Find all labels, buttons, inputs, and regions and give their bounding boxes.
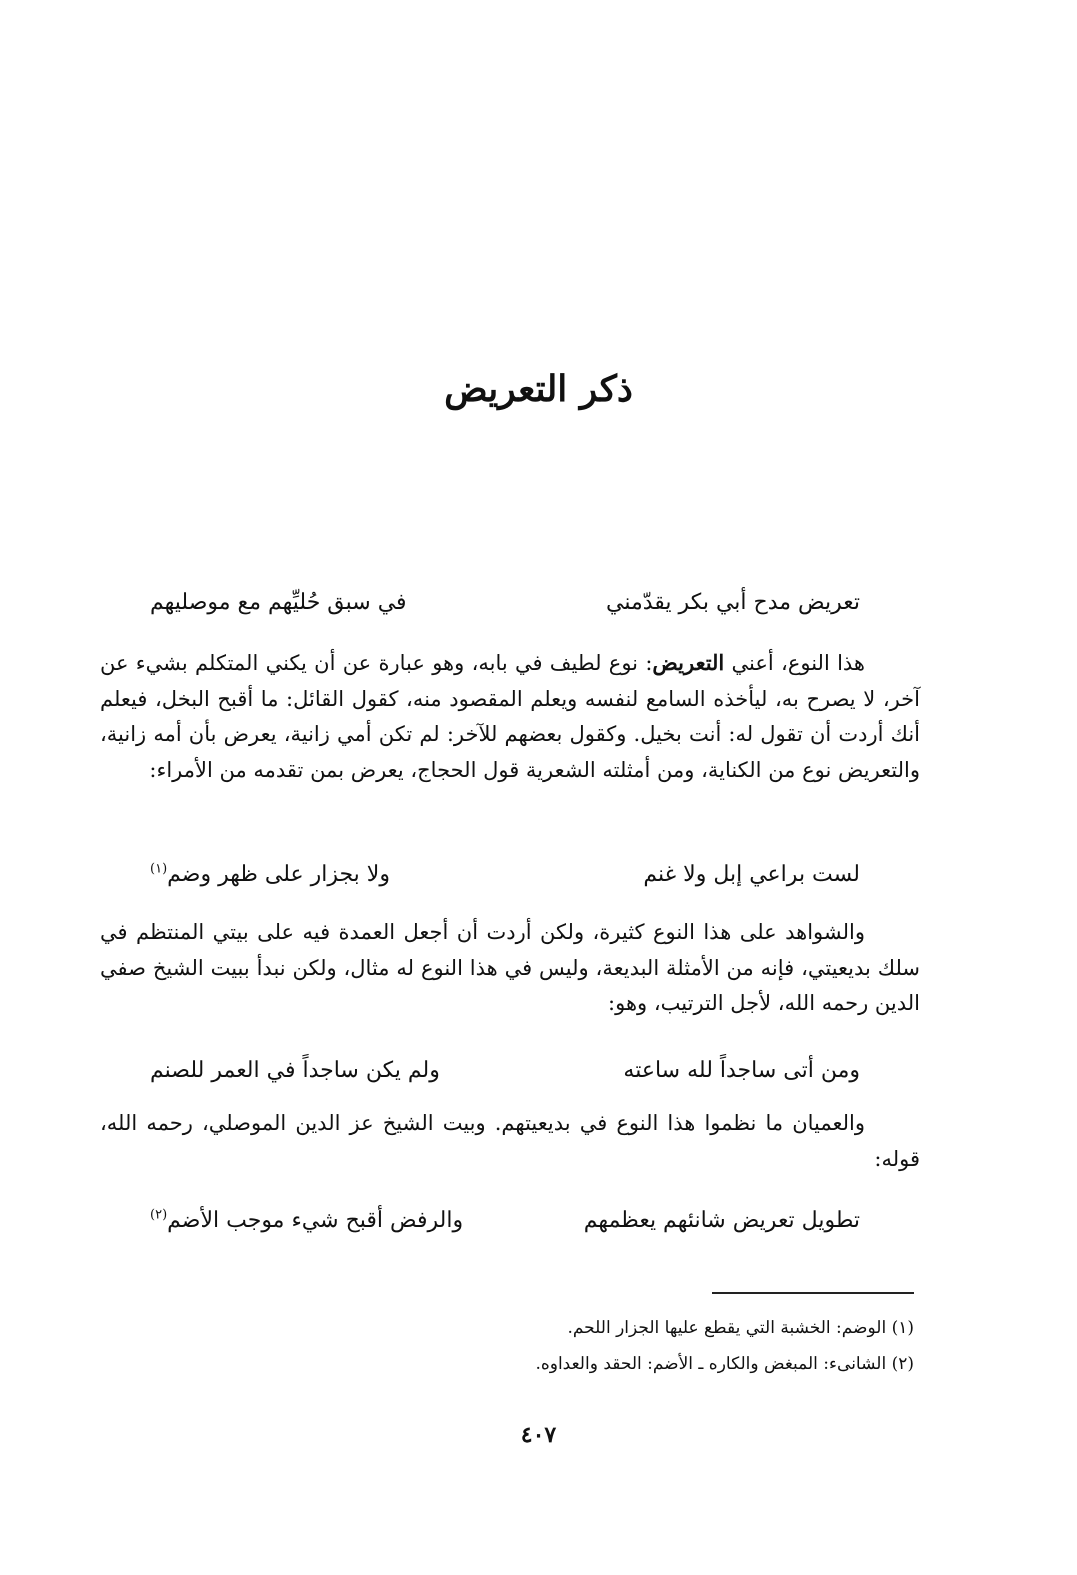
page-number: ٤٠٧ xyxy=(520,1422,557,1448)
verse-4-second-hemistich: والرفض أقبح شيء موجب الأضم xyxy=(167,1208,464,1233)
verse-4 xyxy=(150,1208,860,1248)
paragraph-2-text: والشواهد على هذا النوع كثيرة، ولكن أردت أن أجعل العمدة فيه على بيتي المنتظم في سلك بديعيتي، فإنه من الأمثلة البديعة، وليس في هذا النوع له مثال، ولكن نبدأ ببيت الشيخ صفي الدين رحمه الله، لأجل الترتيب، وهو: xyxy=(100,920,920,1015)
paragraph-3 xyxy=(100,1106,920,1177)
footnote-ref-2: (٢) xyxy=(150,1207,168,1223)
verse-2-second-hemistich: ولا بجزار على ظهر وضم xyxy=(167,862,390,887)
paragraph-1 xyxy=(100,645,920,788)
verse-3-first-hemistich: ومن أتى ساجداً لله ساعته xyxy=(623,1058,860,1083)
paragraph-1-term: التعريض xyxy=(652,650,725,675)
verse-2-first-hemistich: لست براعي إبل ولا غنم xyxy=(643,862,860,887)
paragraph-1-rest: : نوع لطيف في بابه، وهو عبارة عن أن يكني المتكلم بشيء عن آخر، لا يصرح به، ليأخذه السامع لنفسه ويعلم المقصود منه، كقول القائل: ما أقبح البخل، فيعلم أنك أردت أن تقول له: أنت بخيل. وكقول بعضهم للآخر: لم تكن أمي زانية، يعرض بأن أمه زانية، والتعريض نوع من الكناية، ومن أمثلته الشعرية قول الحجاج، يعرض بمن تقدمه من الأمراء: xyxy=(100,651,920,782)
chapter-title: ذكر التعريض xyxy=(444,368,633,410)
paragraph-3-text: والعميان ما نظموا هذا النوع في بديعيتهم. وبيت الشيخ عز الدين الموصلي، رحمه الله، قوله: xyxy=(100,1111,920,1171)
verse-1 xyxy=(150,590,860,630)
verse-2 xyxy=(150,862,860,902)
verse-3 xyxy=(150,1058,860,1098)
footnote-2: (٢) الشانىء: المبغض والكاره ـ الأضم: الحقد والعداوه. xyxy=(535,1354,914,1374)
verse-4-first-hemistich: تطويل تعريض شانئهم يعظمهم xyxy=(583,1208,860,1233)
verse-3-second-hemistich: ولم يكن ساجداً في العمر للصنم xyxy=(150,1058,440,1083)
paragraph-1-intro: هذا النوع، أعني xyxy=(724,651,866,675)
verse-1-first-hemistich: تعريض مدح أبي بكر يقدّمني xyxy=(606,590,860,615)
verse-1-second-hemistich: في سبق حُليِّهم مع موصليهم xyxy=(150,590,407,615)
footnote-ref-1: (١) xyxy=(150,861,168,877)
footnote-1: (١) الوضم: الخشبة التي يقطع عليها الجزار اللحم. xyxy=(567,1318,914,1338)
footnote-divider xyxy=(712,1292,914,1294)
paragraph-2 xyxy=(100,915,920,1022)
